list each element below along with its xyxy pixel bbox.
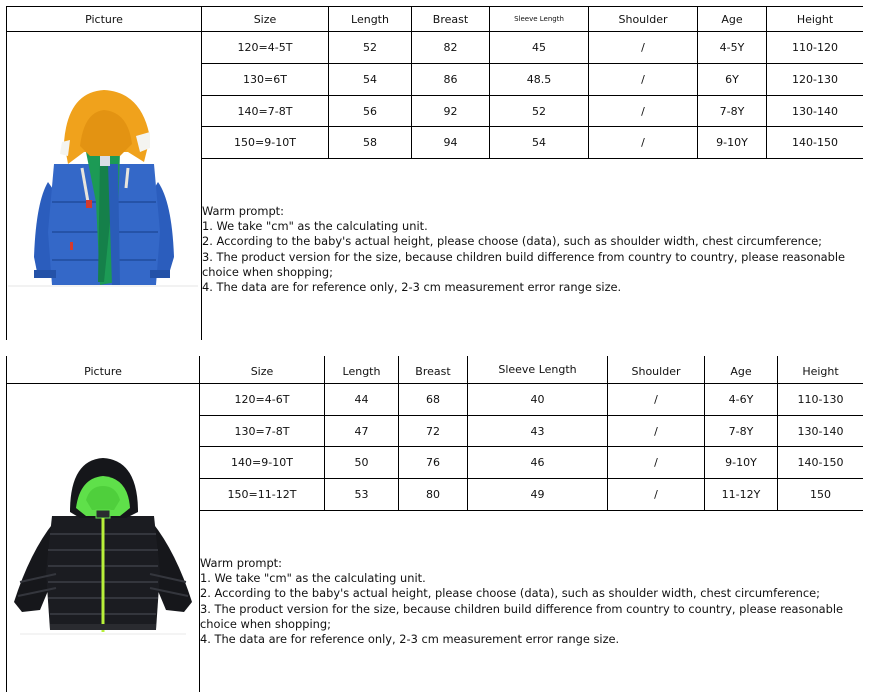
cell-age: 9-10Y bbox=[716, 136, 748, 149]
cell-age: 6Y bbox=[725, 73, 739, 86]
cell-sleeve-length: 40 bbox=[530, 393, 545, 406]
cell-size: 150=11-12T bbox=[227, 488, 297, 501]
cell-shoulder: / bbox=[654, 393, 658, 406]
header-picture: Picture bbox=[85, 12, 123, 26]
cell-length: 50 bbox=[354, 456, 369, 469]
cell-size: 140=7-8T bbox=[237, 104, 293, 118]
cell-length: 47 bbox=[354, 424, 369, 438]
cell-breast: 82 bbox=[443, 41, 458, 54]
notes-line: 1. We take "cm" as the calculating unit. bbox=[202, 219, 428, 234]
cell-size: 130=7-8T bbox=[234, 424, 290, 438]
cell-length: 54 bbox=[363, 73, 377, 86]
cell-length: 58 bbox=[363, 136, 377, 149]
cell-shoulder: / bbox=[654, 424, 658, 438]
header-length: Length bbox=[351, 12, 389, 26]
header-size: Size bbox=[253, 12, 277, 26]
cell-size: 120=4-6T bbox=[234, 393, 290, 406]
cell-shoulder: / bbox=[641, 41, 645, 54]
cell-age: 7-8Y bbox=[719, 104, 745, 118]
notes-line: 4. The data are for reference only, 2-3 cm measurement error range size. bbox=[200, 632, 620, 647]
cell-height: 110-120 bbox=[792, 41, 838, 54]
notes-title: Warm prompt: bbox=[202, 204, 284, 218]
cell-shoulder: / bbox=[641, 73, 645, 86]
cell-size: 120=4-5T bbox=[237, 41, 293, 54]
table-border bbox=[6, 356, 7, 692]
cell-breast: 68 bbox=[426, 393, 440, 406]
cell-height: 140-150 bbox=[792, 136, 838, 149]
header-shoulder: Shoulder bbox=[618, 12, 668, 26]
header-size: Size bbox=[250, 364, 274, 378]
cell-age: 4-5Y bbox=[719, 41, 745, 54]
cell-breast: 76 bbox=[426, 456, 440, 469]
cell-age: 11-12Y bbox=[721, 488, 761, 501]
cell-length: 52 bbox=[363, 41, 377, 54]
header-breast: Breast bbox=[415, 364, 451, 378]
notes-title: Warm prompt: bbox=[200, 556, 282, 570]
header-height: Height bbox=[802, 364, 839, 378]
notes-line: 2. According to the baby's actual height, please choose (data), such as shoulder width, chest circumference; bbox=[202, 234, 822, 249]
cell-age: 7-8Y bbox=[728, 424, 754, 438]
cell-shoulder: / bbox=[654, 488, 658, 501]
header-height: Height bbox=[796, 12, 834, 26]
cell-height: 140-150 bbox=[797, 456, 844, 469]
cell-breast: 94 bbox=[443, 136, 458, 149]
notes-line: 3. The product version for the size, because children build difference from country to country, please reasonable choice when shopping; bbox=[200, 601, 844, 631]
header-sleeve-length: Sleeve Length bbox=[498, 362, 577, 376]
cell-size: 150=9-10T bbox=[234, 136, 296, 149]
cell-sleeve-length: 52 bbox=[532, 104, 546, 118]
header-age: Age bbox=[721, 12, 743, 26]
cell-height: 110-130 bbox=[797, 393, 844, 406]
cell-size: 130=6T bbox=[243, 73, 287, 86]
notes-line: 1. We take "cm" as the calculating unit. bbox=[200, 571, 426, 586]
cell-shoulder: / bbox=[641, 104, 645, 118]
header-shoulder: Shoulder bbox=[631, 364, 681, 378]
notes-line: 2. According to the baby's actual height, please choose (data), such as shoulder width, chest circumference; bbox=[200, 586, 820, 601]
cell-length: 53 bbox=[354, 488, 369, 501]
warm-prompt-notes bbox=[200, 556, 862, 647]
cell-breast: 92 bbox=[443, 104, 458, 118]
header-picture: Picture bbox=[84, 364, 122, 378]
cell-sleeve-length: 49 bbox=[530, 488, 545, 501]
cell-height: 150 bbox=[810, 488, 831, 501]
cell-height: 130-140 bbox=[797, 424, 844, 438]
cell-breast: 86 bbox=[443, 73, 458, 86]
notes-line: 4. The data are for reference only, 2-3 cm measurement error range size. bbox=[202, 280, 622, 295]
cell-sleeve-length: 45 bbox=[532, 41, 546, 54]
header-age: Age bbox=[730, 364, 752, 378]
cell-height: 130-140 bbox=[792, 104, 838, 118]
cell-age: 4-6Y bbox=[728, 393, 754, 406]
header-length: Length bbox=[342, 364, 381, 378]
header-sleeve-length: Sleeve Length bbox=[514, 15, 564, 23]
cell-height: 120-130 bbox=[792, 73, 838, 86]
cell-sleeve-length: 48.5 bbox=[526, 73, 552, 86]
cell-breast: 72 bbox=[426, 424, 440, 438]
cell-sleeve-length: 43 bbox=[530, 424, 545, 438]
header-breast: Breast bbox=[432, 12, 469, 26]
cell-age: 9-10Y bbox=[725, 456, 757, 469]
cell-length: 44 bbox=[354, 393, 369, 406]
cell-size: 140=9-10T bbox=[231, 456, 293, 469]
table-border bbox=[199, 510, 863, 511]
notes-line: 3. The product version for the size, because children build difference from country to country, please reasonable choice when shopping; bbox=[202, 249, 846, 279]
black-jacket-image-icon bbox=[10, 452, 196, 638]
cell-breast: 80 bbox=[426, 488, 440, 501]
cell-shoulder: / bbox=[654, 456, 658, 469]
cell-shoulder: / bbox=[641, 136, 645, 149]
cell-sleeve-length: 46 bbox=[530, 456, 545, 469]
cell-length: 56 bbox=[363, 104, 377, 118]
cell-sleeve-length: 54 bbox=[532, 136, 546, 149]
